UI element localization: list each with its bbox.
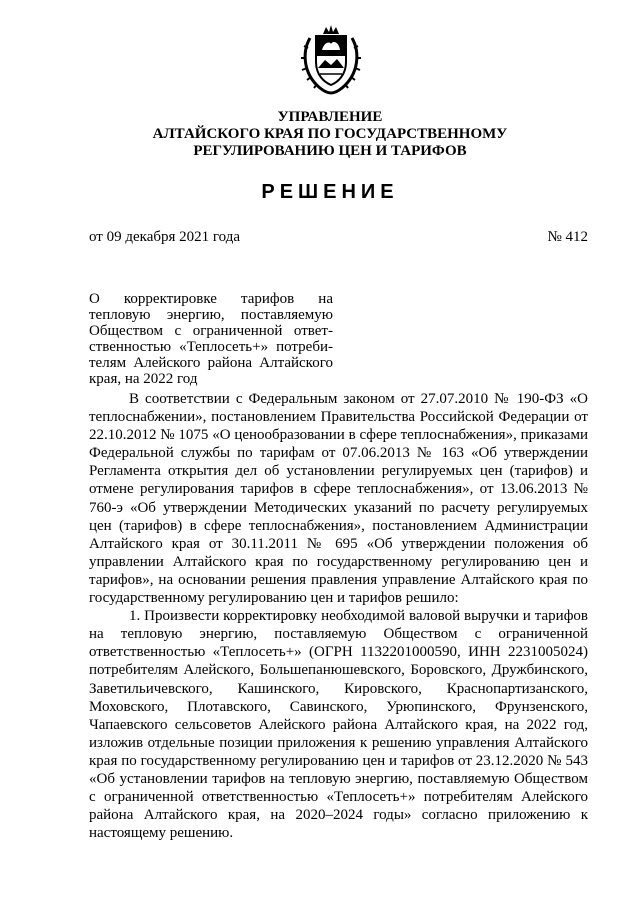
document-body: [89, 390, 588, 842]
document-subject: О корректировке тарифов на тепловую энергию, поставляемую Обществом с ограниченной ответственностью «Теплосеть+» потребителям Алейского района Алтайского края, на 2022 год: [89, 291, 333, 387]
item-1-paragraph: 1. Произвести корректировку необходимой валовой выручки и тарифов на тепловую энергию, поставляемую Обществом с ограниченной ответственностью «Теплосеть+» (ОГРН 1132201000590, ИНН 2231005024) потребителям Алейского, Большепанюшевского, Боровского, Дружбинского, Заветильичевского, Кашинского, Кировского, Краснопартизанского, Моховского, Плотавского, Савинского, Урюпинского, Фрунзенского, Чапаевского сельсоветов Алейского района Алтайского края, на 2022 год, изложив отдельные позиции приложения к решению управления Алтайского края по государственному регулированию цен и тарифов от 23.12.2020 № 543 «Об установлении тарифов на тепловую энергию, поставляемую Обществом с ограниченной ответственностью «Теплосеть+» потребителям Алейского района Алтайского края, на 2020–2024 годы» согласно приложению к настоящему решению.: [89, 608, 588, 842]
document-type-title: РЕШЕНИЕ: [261, 181, 399, 203]
org-name-line-3: РЕГУЛИРОВАНИЮ ЦЕН И ТАРИФОВ: [193, 143, 467, 159]
document-date: от 09 декабря 2021 года: [89, 229, 241, 245]
document-number: № 412: [547, 229, 588, 245]
altai-krai-coat-of-arms-icon: [300, 22, 362, 96]
org-name-line-2: АЛТАЙСКОГО КРАЯ ПО ГОСУДАРСТВЕННОМУ: [152, 126, 508, 142]
preamble-paragraph: В соответствии с Федеральным законом от 27.07.2010 № 190-ФЗ «О теплоснабжении», постановлением Правительства Российской Федерации от 22.10.2012 № 1075 «О ценообразовании в сфере теплоснабжения», приказами Федеральной службы по тарифам от 07.06.2013 № 163 «Об утверждении Регламента открытия дел об установлении регулируемых цен (тарифов) и отмене регулирования тарифов в сфере теплоснабжения», от 13.06.2013 № 760-э «Об утверждении Методических указаний по расчету регулируемых цен (тарифов) в сфере теплоснабжения», постановлением Администрации Алтайского края от 30.11.2011 № 695 «Об утверждении положения об управлении Алтайского края по государственному регулированию цен и тарифов», на основании решения правления управление Алтайского края по государственному регулированию цен и тарифов решило:: [89, 391, 588, 607]
org-name-line-1: УПРАВЛЕНИЕ: [277, 109, 383, 125]
